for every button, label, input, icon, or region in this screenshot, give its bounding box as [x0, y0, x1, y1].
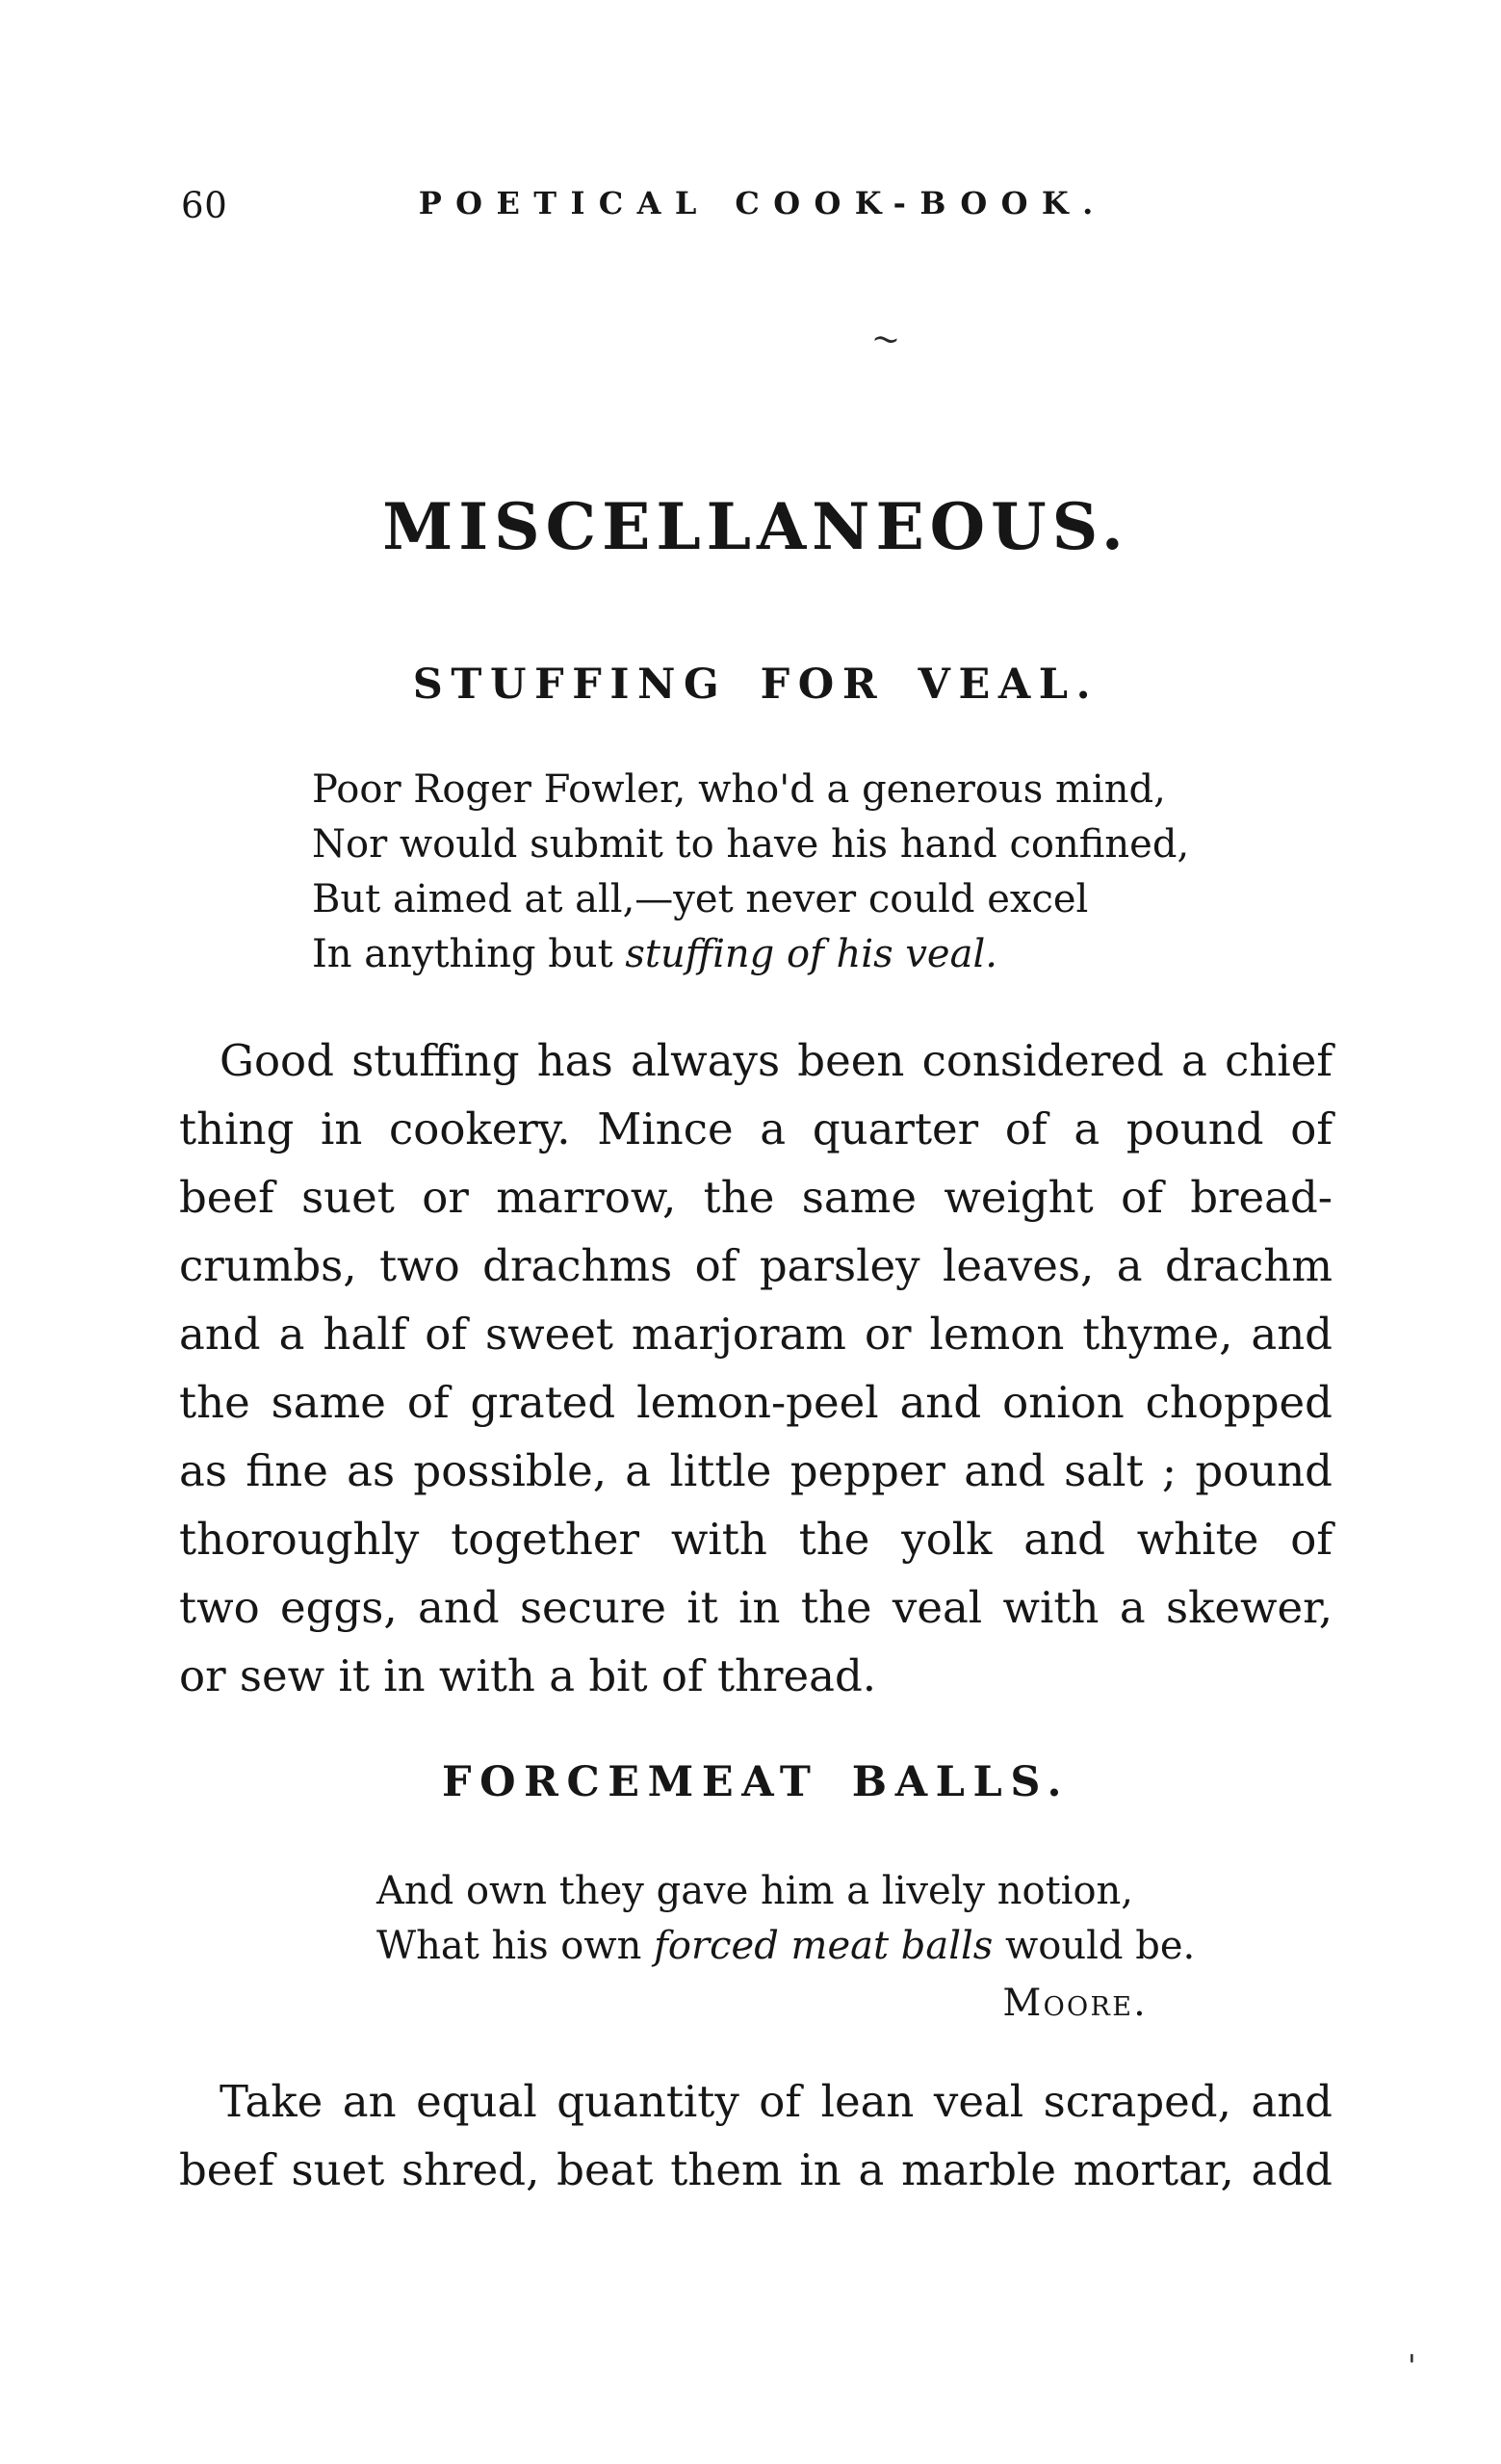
page-header: [179, 185, 1333, 233]
page-number: 60: [181, 185, 228, 226]
poem-line: Nor would submit to have his hand confined,: [312, 822, 1190, 867]
paragraph-forcemeat: [179, 2067, 1333, 2204]
poem-line: [312, 927, 1333, 982]
epigraph-poem-stuffing: [312, 763, 1333, 982]
body-text-line: Take an equal quantity of lean veal scraped, and: [220, 2076, 1333, 2127]
poem-line: [376, 1919, 1333, 1974]
poem-line: But aimed at all,—yet never could excel: [312, 877, 1089, 921]
section-heading-stuffing-for-veal: STUFFING FOR VEAL.: [412, 661, 1100, 709]
running-title: POETICAL COOK-BOOK.: [418, 185, 1107, 221]
text-block: [179, 0, 1333, 2204]
poem-line-text: What his own: [376, 1924, 655, 1968]
body-text-line: or sew it in with a bit of thread.: [179, 1650, 877, 1701]
poem-line-text: In anything but: [312, 932, 626, 976]
body-text-line: the same of grated lemon-peel and onion chopped: [179, 1377, 1333, 1428]
poem-line-text: would be.: [993, 1924, 1196, 1968]
body-text-line: beef suet shred, beat them in a marble mortar, add: [179, 2144, 1333, 2195]
poem-line-italic: stuffing of his veal.: [625, 932, 997, 976]
poem-attribution: Moore.: [1002, 1982, 1148, 2025]
poem-line: Poor Roger Fowler, who'd a generous mind,: [312, 767, 1166, 812]
scan-artifact-bottom: ': [1408, 2347, 1416, 2384]
poem-line: And own they gave him a lively notion,: [376, 1869, 1134, 1913]
body-text-line: thoroughly together with the yolk and white of: [179, 1514, 1333, 1565]
body-text-line: crumbs, two drachms of parsley leaves, a drachm: [179, 1240, 1333, 1291]
paragraph-stuffing: [179, 1026, 1333, 1710]
body-text-line: and a half of sweet marjoram or lemon thyme, and: [179, 1309, 1333, 1360]
scan-artifact-top: ~: [868, 318, 903, 361]
section-heading-forcemeat-balls: FORCEMEAT BALLS.: [441, 1758, 1071, 1806]
body-text-line: beef suet or marrow, the same weight of bread-: [179, 1172, 1333, 1223]
epigraph-poem-forcemeat: [376, 1864, 1333, 1974]
body-text-line: thing in cookery. Mince a quarter of a pound of: [179, 1103, 1333, 1154]
body-text-line: as fine as possible, a little pepper and salt ; pound: [179, 1445, 1333, 1496]
body-text-line: two eggs, and secure it in the veal with a skewer,: [179, 1582, 1333, 1633]
body-text-line: Good stuffing has always been considered a chief: [220, 1035, 1333, 1086]
chapter-title: MISCELLANEOUS.: [382, 489, 1129, 564]
poem-line-italic: forced meat balls: [654, 1924, 994, 1968]
